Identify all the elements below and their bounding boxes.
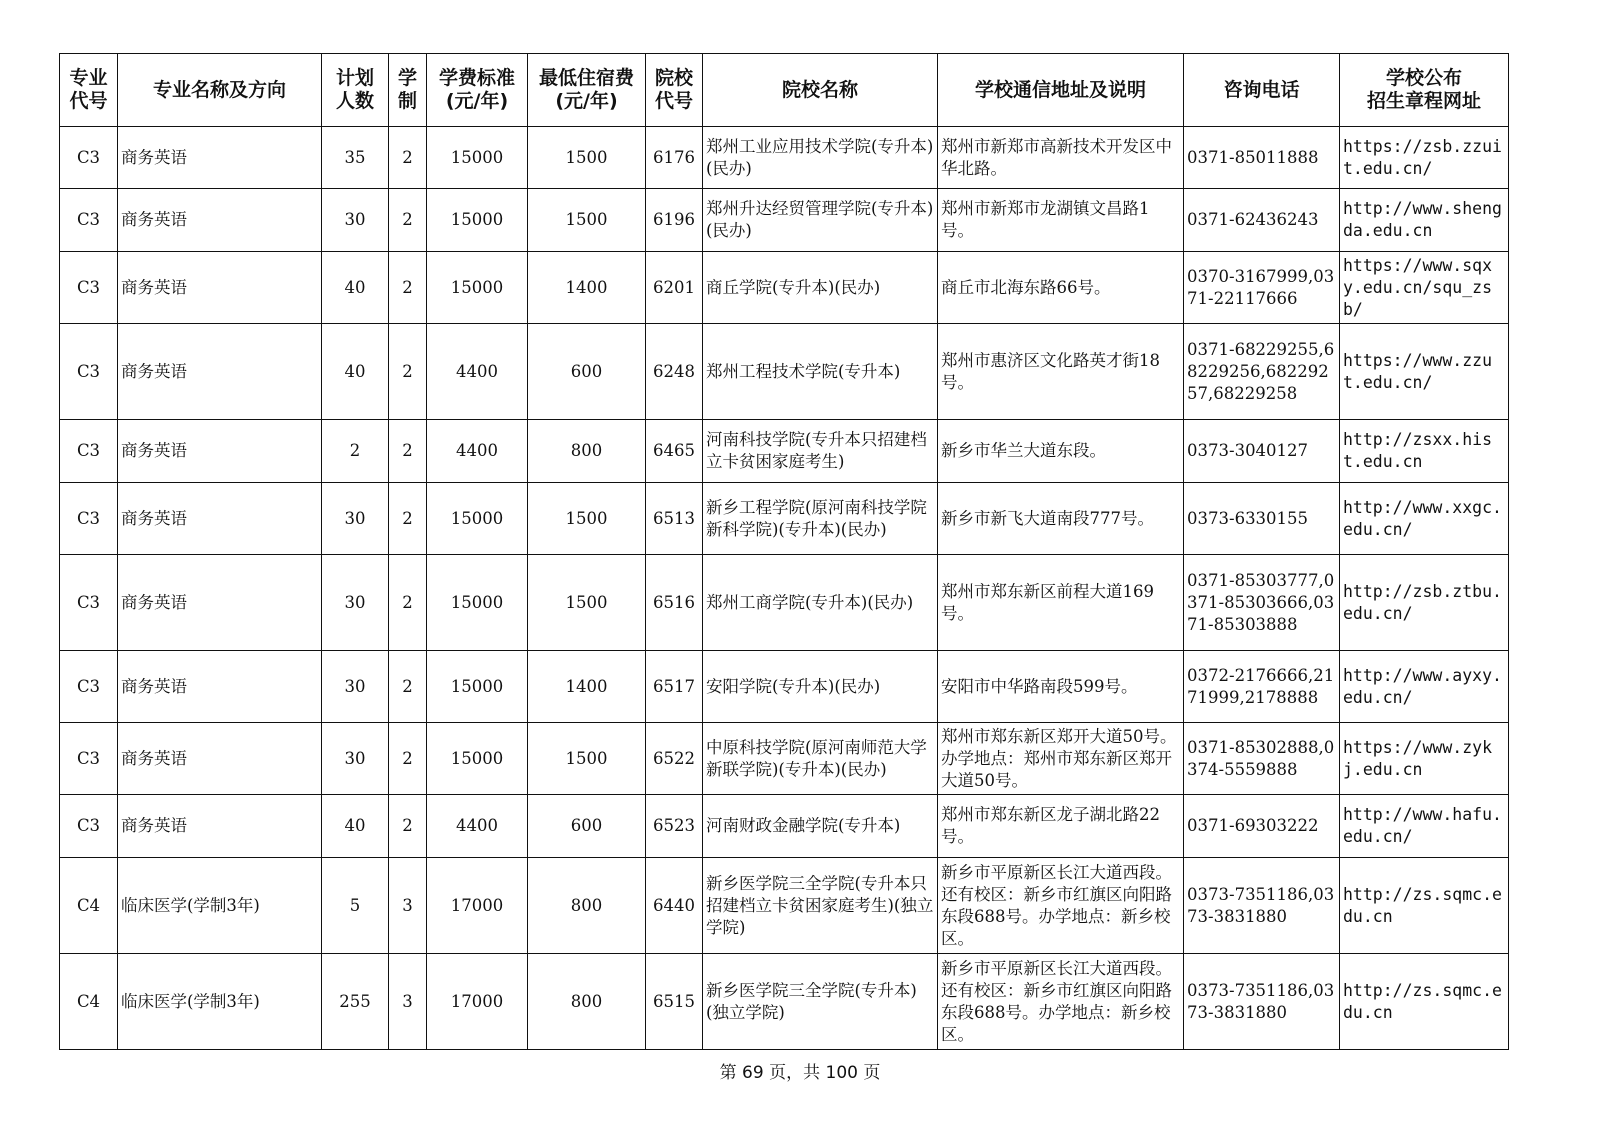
table-row	[60, 795, 1509, 858]
cell-address: 郑州市惠济区文化路英才街18号。	[938, 324, 1184, 420]
cell-school-name: 新乡工程学院(原河南科技学院新科学院)(专升本)(民办)	[703, 483, 938, 555]
cell-years: 3	[389, 954, 427, 1050]
cell-years: 3	[389, 858, 427, 954]
admissions-table	[59, 53, 1509, 1050]
table-body	[60, 127, 1509, 1050]
cell-school-code: 6465	[646, 420, 703, 483]
cell-school-name: 河南财政金融学院(专升本)	[703, 795, 938, 858]
table-row	[60, 252, 1509, 324]
cell-plan-count: 5	[322, 858, 389, 954]
cell-dorm-fee: 800	[528, 954, 646, 1050]
cell-years: 2	[389, 651, 427, 723]
header-years: 学 制	[389, 54, 427, 127]
cell-url: http://zs.sqmc.edu.cn	[1340, 954, 1509, 1050]
cell-years: 2	[389, 420, 427, 483]
cell-major-code: C3	[60, 127, 118, 189]
cell-url: http://zsxx.hist.edu.cn	[1340, 420, 1509, 483]
cell-school-code: 6523	[646, 795, 703, 858]
cell-dorm-fee: 800	[528, 858, 646, 954]
table-row	[60, 189, 1509, 252]
cell-tuition: 4400	[427, 324, 528, 420]
cell-tuition: 15000	[427, 252, 528, 324]
cell-school-name: 商丘学院(专升本)(民办)	[703, 252, 938, 324]
cell-address: 郑州市郑东新区前程大道169号。	[938, 555, 1184, 651]
cell-school-name: 郑州工程技术学院(专升本)	[703, 324, 938, 420]
cell-major-name: 临床医学(学制3年)	[118, 954, 322, 1050]
cell-url: https://www.zykj.edu.cn	[1340, 723, 1509, 795]
cell-address: 新乡市平原新区长江大道西段。还有校区：新乡市红旗区向阳路东段688号。办学地点：新乡校区。	[938, 954, 1184, 1050]
cell-years: 2	[389, 324, 427, 420]
header-url: 学校公布 招生章程网址	[1340, 54, 1509, 127]
total-page-number: 100	[825, 1063, 858, 1083]
current-page-number: 69	[742, 1063, 764, 1083]
cell-school-name: 新乡医学院三全学院(专升本只招建档立卡贫困家庭考生)(独立学院)	[703, 858, 938, 954]
cell-address: 郑州市郑东新区郑开大道50号。办学地点：郑州市郑东新区郑开大道50号。	[938, 723, 1184, 795]
cell-school-name: 安阳学院(专升本)(民办)	[703, 651, 938, 723]
table-row	[60, 324, 1509, 420]
cell-tuition: 15000	[427, 723, 528, 795]
cell-school-code: 6522	[646, 723, 703, 795]
table-row	[60, 858, 1509, 954]
cell-major-code: C4	[60, 858, 118, 954]
table-row	[60, 127, 1509, 189]
cell-major-code: C3	[60, 189, 118, 252]
cell-dorm-fee: 1500	[528, 127, 646, 189]
cell-major-name: 商务英语	[118, 127, 322, 189]
cell-major-code: C3	[60, 555, 118, 651]
cell-major-name: 商务英语	[118, 723, 322, 795]
cell-major-name: 商务英语	[118, 324, 322, 420]
cell-school-code: 6440	[646, 858, 703, 954]
cell-school-name: 郑州工业应用技术学院(专升本)(民办)	[703, 127, 938, 189]
table-row	[60, 723, 1509, 795]
cell-phone: 0371-69303222	[1184, 795, 1340, 858]
cell-tuition: 4400	[427, 420, 528, 483]
cell-school-name: 中原科技学院(原河南师范大学新联学院)(专升本)(民办)	[703, 723, 938, 795]
footer-suffix: 页	[857, 1063, 881, 1083]
cell-dorm-fee: 1400	[528, 252, 646, 324]
cell-years: 2	[389, 555, 427, 651]
header-school-code: 院校 代号	[646, 54, 703, 127]
cell-url: https://www.zzut.edu.cn/	[1340, 324, 1509, 420]
cell-major-name: 商务英语	[118, 795, 322, 858]
cell-phone: 0371-62436243	[1184, 189, 1340, 252]
cell-url: http://www.ayxy.edu.cn/	[1340, 651, 1509, 723]
cell-school-name: 河南科技学院(专升本只招建档立卡贫困家庭考生)	[703, 420, 938, 483]
cell-phone: 0370-3167999,0371-22117666	[1184, 252, 1340, 324]
cell-dorm-fee: 800	[528, 420, 646, 483]
header-address: 学校通信地址及说明	[938, 54, 1184, 127]
cell-years: 2	[389, 189, 427, 252]
cell-address: 郑州市新郑市高新技术开发区中华北路。	[938, 127, 1184, 189]
header-row	[60, 54, 1509, 127]
cell-major-name: 商务英语	[118, 483, 322, 555]
cell-phone: 0371-85302888,0374-5559888	[1184, 723, 1340, 795]
table-row	[60, 555, 1509, 651]
table-row	[60, 954, 1509, 1050]
cell-major-name: 商务英语	[118, 651, 322, 723]
cell-major-code: C3	[60, 252, 118, 324]
header-school-name: 院校名称	[703, 54, 938, 127]
cell-address: 郑州市郑东新区龙子湖北路22号。	[938, 795, 1184, 858]
cell-dorm-fee: 1500	[528, 189, 646, 252]
cell-url: http://www.xxgc.edu.cn/	[1340, 483, 1509, 555]
cell-plan-count: 2	[322, 420, 389, 483]
cell-school-name: 郑州工商学院(专升本)(民办)	[703, 555, 938, 651]
footer-prefix: 第	[719, 1063, 743, 1083]
cell-phone: 0373-7351186,0373-3831880	[1184, 954, 1340, 1050]
cell-plan-count: 30	[322, 555, 389, 651]
cell-school-code: 6196	[646, 189, 703, 252]
cell-phone: 0373-7351186,0373-3831880	[1184, 858, 1340, 954]
footer-middle: 页，共	[763, 1063, 826, 1083]
cell-major-code: C3	[60, 324, 118, 420]
cell-plan-count: 40	[322, 324, 389, 420]
cell-plan-count: 255	[322, 954, 389, 1050]
cell-school-code: 6513	[646, 483, 703, 555]
cell-address: 商丘市北海东路66号。	[938, 252, 1184, 324]
cell-years: 2	[389, 795, 427, 858]
cell-tuition: 17000	[427, 858, 528, 954]
cell-plan-count: 40	[322, 795, 389, 858]
cell-school-code: 6515	[646, 954, 703, 1050]
cell-major-name: 商务英语	[118, 420, 322, 483]
cell-tuition: 15000	[427, 555, 528, 651]
cell-url: http://www.shengda.edu.cn	[1340, 189, 1509, 252]
cell-school-code: 6516	[646, 555, 703, 651]
header-phone: 咨询电话	[1184, 54, 1340, 127]
cell-address: 新乡市平原新区长江大道西段。还有校区：新乡市红旗区向阳路东段688号。办学地点：新乡校区。	[938, 858, 1184, 954]
cell-school-code: 6517	[646, 651, 703, 723]
cell-phone: 0373-6330155	[1184, 483, 1340, 555]
cell-dorm-fee: 600	[528, 324, 646, 420]
cell-phone: 0371-68229255,68229256,68229257,68229258	[1184, 324, 1340, 420]
cell-phone: 0373-3040127	[1184, 420, 1340, 483]
cell-url: https://www.sqxy.edu.cn/squ_zsb/	[1340, 252, 1509, 324]
cell-major-code: C3	[60, 651, 118, 723]
cell-years: 2	[389, 127, 427, 189]
cell-address: 新乡市华兰大道东段。	[938, 420, 1184, 483]
cell-phone: 0371-85011888	[1184, 127, 1340, 189]
cell-school-code: 6248	[646, 324, 703, 420]
cell-tuition: 15000	[427, 189, 528, 252]
header-major-code: 专业 代号	[60, 54, 118, 127]
cell-major-code: C4	[60, 954, 118, 1050]
cell-tuition: 4400	[427, 795, 528, 858]
cell-dorm-fee: 1500	[528, 555, 646, 651]
cell-major-code: C3	[60, 420, 118, 483]
cell-dorm-fee: 1400	[528, 651, 646, 723]
cell-url: http://www.hafu.edu.cn/	[1340, 795, 1509, 858]
cell-school-name: 新乡医学院三全学院(专升本)(独立学院)	[703, 954, 938, 1050]
cell-address: 安阳市中华路南段599号。	[938, 651, 1184, 723]
cell-tuition: 17000	[427, 954, 528, 1050]
cell-plan-count: 35	[322, 127, 389, 189]
header-plan-count: 计划 人数	[322, 54, 389, 127]
cell-plan-count: 30	[322, 651, 389, 723]
header-major-name: 专业名称及方向	[118, 54, 322, 127]
cell-major-code: C3	[60, 795, 118, 858]
cell-major-name: 商务英语	[118, 189, 322, 252]
cell-major-name: 商务英语	[118, 555, 322, 651]
cell-plan-count: 30	[322, 189, 389, 252]
cell-major-name: 商务英语	[118, 252, 322, 324]
cell-years: 2	[389, 723, 427, 795]
header-tuition: 学费标准 (元/年)	[427, 54, 528, 127]
cell-major-name: 临床医学(学制3年)	[118, 858, 322, 954]
cell-url: http://zs.sqmc.edu.cn	[1340, 858, 1509, 954]
cell-major-code: C3	[60, 483, 118, 555]
cell-school-code: 6201	[646, 252, 703, 324]
cell-url: https://zsb.zzuit.edu.cn/	[1340, 127, 1509, 189]
cell-url: http://zsb.ztbu.edu.cn/	[1340, 555, 1509, 651]
cell-major-code: C3	[60, 723, 118, 795]
cell-address: 郑州市新郑市龙湖镇文昌路1号。	[938, 189, 1184, 252]
cell-phone: 0371-85303777,0371-85303666,0371-85303888	[1184, 555, 1340, 651]
cell-school-code: 6176	[646, 127, 703, 189]
cell-tuition: 15000	[427, 483, 528, 555]
cell-dorm-fee: 1500	[528, 723, 646, 795]
cell-phone: 0372-2176666,2171999,2178888	[1184, 651, 1340, 723]
cell-address: 新乡市新飞大道南段777号。	[938, 483, 1184, 555]
cell-tuition: 15000	[427, 127, 528, 189]
table-row	[60, 651, 1509, 723]
table-row	[60, 420, 1509, 483]
cell-dorm-fee: 600	[528, 795, 646, 858]
cell-plan-count: 40	[322, 252, 389, 324]
cell-school-name: 郑州升达经贸管理学院(专升本)(民办)	[703, 189, 938, 252]
cell-years: 2	[389, 483, 427, 555]
cell-years: 2	[389, 252, 427, 324]
cell-dorm-fee: 1500	[528, 483, 646, 555]
header-dorm-fee: 最低住宿费 (元/年)	[528, 54, 646, 127]
cell-tuition: 15000	[427, 651, 528, 723]
table-row	[60, 483, 1509, 555]
cell-plan-count: 30	[322, 483, 389, 555]
page-footer	[0, 1058, 1600, 1083]
cell-plan-count: 30	[322, 723, 389, 795]
